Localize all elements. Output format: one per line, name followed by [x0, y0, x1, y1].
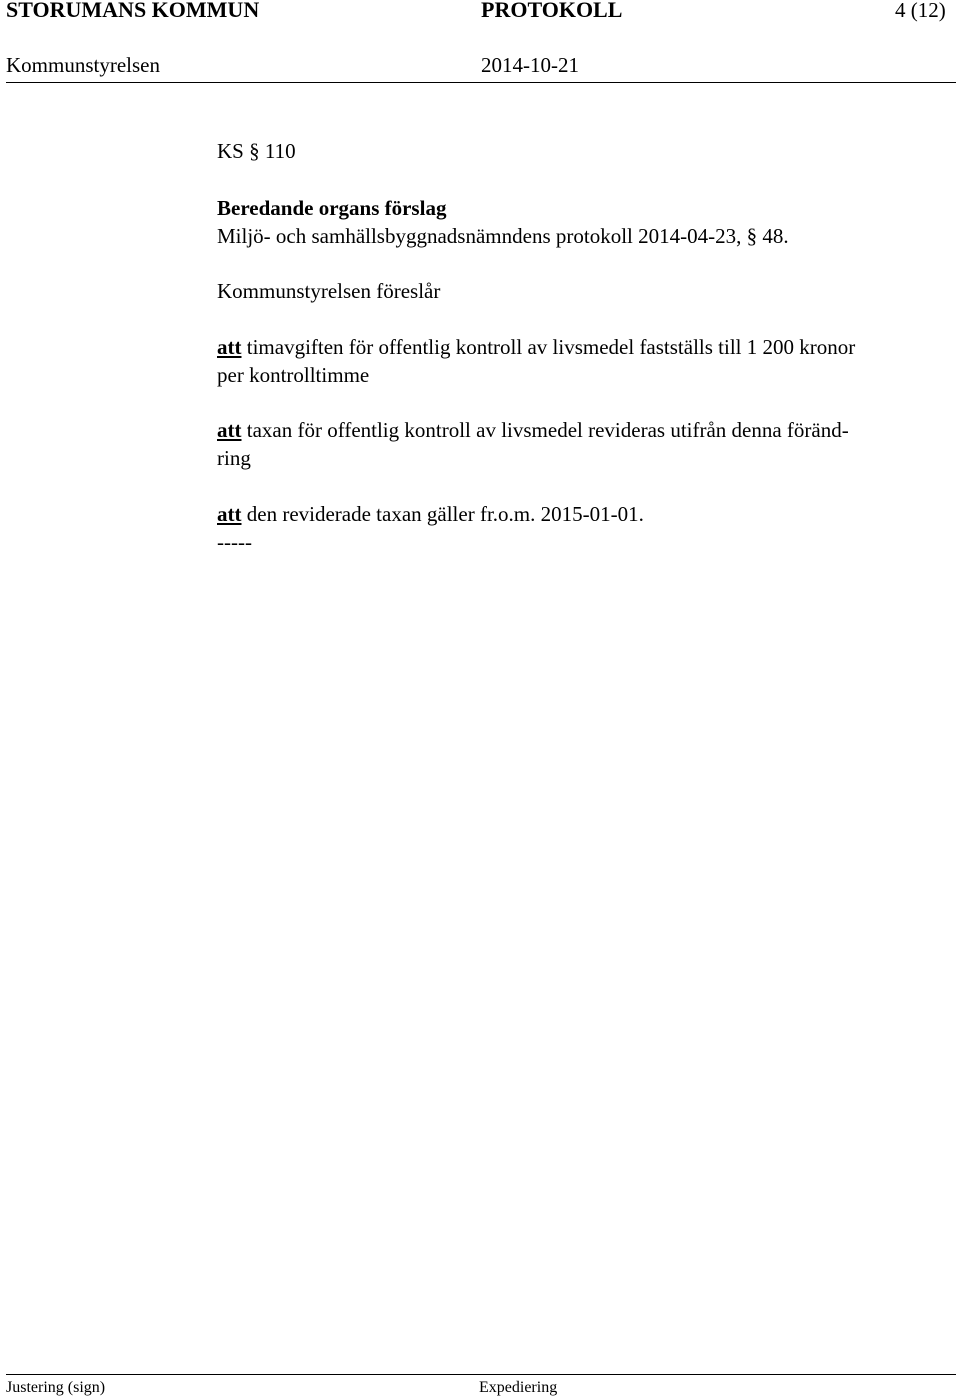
ks-reference — [217, 137, 957, 165]
meeting-date: 2014-10-21 — [481, 53, 579, 77]
att-clause-1-continued: per kontrolltimme — [217, 363, 370, 387]
att-keyword: att — [217, 335, 242, 359]
footer-dispatch-label: Expediering — [479, 1379, 558, 1396]
att-clause-2-continued: ring — [217, 446, 251, 470]
section-symbol: § — [746, 224, 758, 248]
footer-signature-label: Justering (sign) — [6, 1379, 106, 1396]
section-symbol: § — [249, 139, 260, 163]
header-divider — [6, 82, 956, 83]
proposal-ref-text: Miljö- och samhällsbyggnadsnämndens protokoll 2014-04-23, — [217, 224, 742, 248]
att-clause-text: taxan för offentlig kontroll av livsmedel revideras utifrån denna föränd- — [246, 418, 849, 442]
ks-label: KS — [217, 139, 244, 163]
ks-number: 110 — [264, 139, 296, 163]
proposal-heading: Beredande organs förslag — [217, 196, 447, 220]
proposal-ref-number: 48. — [762, 224, 789, 248]
end-marker: ----- — [217, 530, 252, 554]
footer-divider — [6, 1374, 956, 1375]
proposal-reference — [217, 222, 957, 250]
doc-type: PROTOKOLL — [481, 0, 623, 22]
org-name: STORUMANS KOMMUN — [6, 0, 260, 22]
att-clause-text: timavgiften för offentlig kontroll av livsmedel fastställs till 1 200 kronor — [246, 335, 856, 359]
body-name: Kommunstyrelsen — [6, 53, 160, 77]
att-keyword: att — [217, 418, 242, 442]
att-clause-3 — [217, 500, 957, 528]
att-clause-1 — [217, 333, 957, 361]
recommendation-heading: Kommunstyrelsen föreslår — [217, 279, 441, 303]
att-clause-text: den reviderade taxan gäller fr.o.m. 2015-01-01. — [246, 502, 644, 526]
page-number: 4 (12) — [895, 0, 946, 22]
att-clause-2 — [217, 416, 957, 444]
att-keyword: att — [217, 502, 242, 526]
